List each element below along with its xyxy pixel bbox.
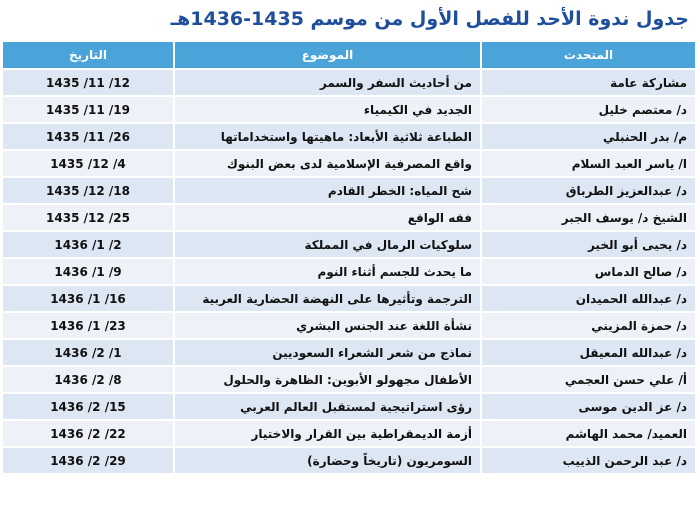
- table-row: [3, 367, 695, 392]
- speaker-cell: د/ يحيى أبو الخير: [482, 232, 695, 257]
- speaker-cell: د/ عبدالله المعيقل: [482, 340, 695, 365]
- topic-cell: أزمة الديمقراطية بين القرار والاختيار: [175, 421, 480, 446]
- date-cell: 1436 /1 /16: [3, 286, 173, 311]
- speaker-cell: د/ صالح الدماس: [482, 259, 695, 284]
- speaker-cell: مشاركة عامة: [482, 70, 695, 95]
- topic-cell: من أحاديث السفر والسمر: [175, 70, 480, 95]
- speaker-cell: الشيخ د/ يوسف الجبر: [482, 205, 695, 230]
- topic-cell: نشأة اللغة عند الجنس البشري: [175, 313, 480, 338]
- table-row: [3, 205, 695, 230]
- date-cell: 1436 /1 /2: [3, 232, 173, 257]
- date-cell: 1436 /2 /15: [3, 394, 173, 419]
- date-cell: 1436 /2 /8: [3, 367, 173, 392]
- speaker-cell: د/ عبد الرحمن الذييب: [482, 448, 695, 473]
- header-topic: الموضوع: [175, 42, 480, 68]
- topic-cell: الطباعة ثلاثية الأبعاد: ماهيتها واستخداماتها: [175, 124, 480, 149]
- date-cell: 1435 /11 /26: [3, 124, 173, 149]
- date-cell: 1435 /12 /4: [3, 151, 173, 176]
- speaker-cell: العميد/ محمد الهاشم: [482, 421, 695, 446]
- table-row: [3, 97, 695, 122]
- speaker-cell: د/ عز الدين موسى: [482, 394, 695, 419]
- topic-cell: فقه الواقع: [175, 205, 480, 230]
- topic-cell: نماذج من شعر الشعراء السعوديين: [175, 340, 480, 365]
- speaker-cell: د/ حمزة المزيني: [482, 313, 695, 338]
- date-cell: 1435 /11 /19: [3, 97, 173, 122]
- topic-cell: الترجمة وتأثيرها على النهضة الحضارية العربية: [175, 286, 480, 311]
- date-cell: 1435 /12 /18: [3, 178, 173, 203]
- header-speaker: المتحدث: [482, 42, 695, 68]
- topic-cell: السومريون (تاريخاً وحضارة): [175, 448, 480, 473]
- date-cell: 1436 /1 /23: [3, 313, 173, 338]
- table-row: [3, 232, 695, 257]
- date-cell: 1435 /11 /12: [3, 70, 173, 95]
- table-header-row: [3, 42, 695, 68]
- table-row: [3, 340, 695, 365]
- topic-cell: الجديد في الكيمياء: [175, 97, 480, 122]
- header-date: التاريخ: [3, 42, 173, 68]
- date-cell: 1436 /1 /9: [3, 259, 173, 284]
- date-cell: 1436 /2 /22: [3, 421, 173, 446]
- speaker-cell: د/ معتصم خليل: [482, 97, 695, 122]
- topic-cell: ما يحدث للجسم أثناء النوم: [175, 259, 480, 284]
- speaker-cell: أ/ علي حسن العجمي: [482, 367, 695, 392]
- date-cell: 1436 /2 /29: [3, 448, 173, 473]
- table-row: [3, 286, 695, 311]
- table-row: [3, 70, 695, 95]
- speaker-cell: ا/ ياسر العبد السلام: [482, 151, 695, 176]
- table-row: [3, 124, 695, 149]
- schedule-table: [1, 40, 697, 475]
- topic-cell: شح المياه: الخطر القادم: [175, 178, 480, 203]
- table-row: [3, 259, 695, 284]
- table-row: [3, 394, 695, 419]
- date-cell: 1436 /2 /1: [3, 340, 173, 365]
- table-row: [3, 313, 695, 338]
- date-cell: 1435 /12 /25: [3, 205, 173, 230]
- speaker-cell: د/ عبدالله الحميدان: [482, 286, 695, 311]
- topic-cell: سلوكيات الرمال في المملكة: [175, 232, 480, 257]
- table-row: [3, 448, 695, 473]
- table-row: [3, 151, 695, 176]
- table-row: [3, 178, 695, 203]
- topic-cell: واقع المصرفية الإسلامية لدى بعض البنوك: [175, 151, 480, 176]
- speaker-cell: د/ عبدالعزيز الطرباق: [482, 178, 695, 203]
- topic-cell: الأطفال مجهولو الأبوين: الظاهرة والحلول: [175, 367, 480, 392]
- topic-cell: رؤى استراتيجية لمستقبل العالم العربي: [175, 394, 480, 419]
- table-row: [3, 421, 695, 446]
- speaker-cell: م/ بدر الحنبلي: [482, 124, 695, 149]
- page-title: جدول ندوة الأحد للفصل الأول من موسم 1435-1436هـ: [170, 7, 689, 30]
- title-bar: [3, 0, 697, 37]
